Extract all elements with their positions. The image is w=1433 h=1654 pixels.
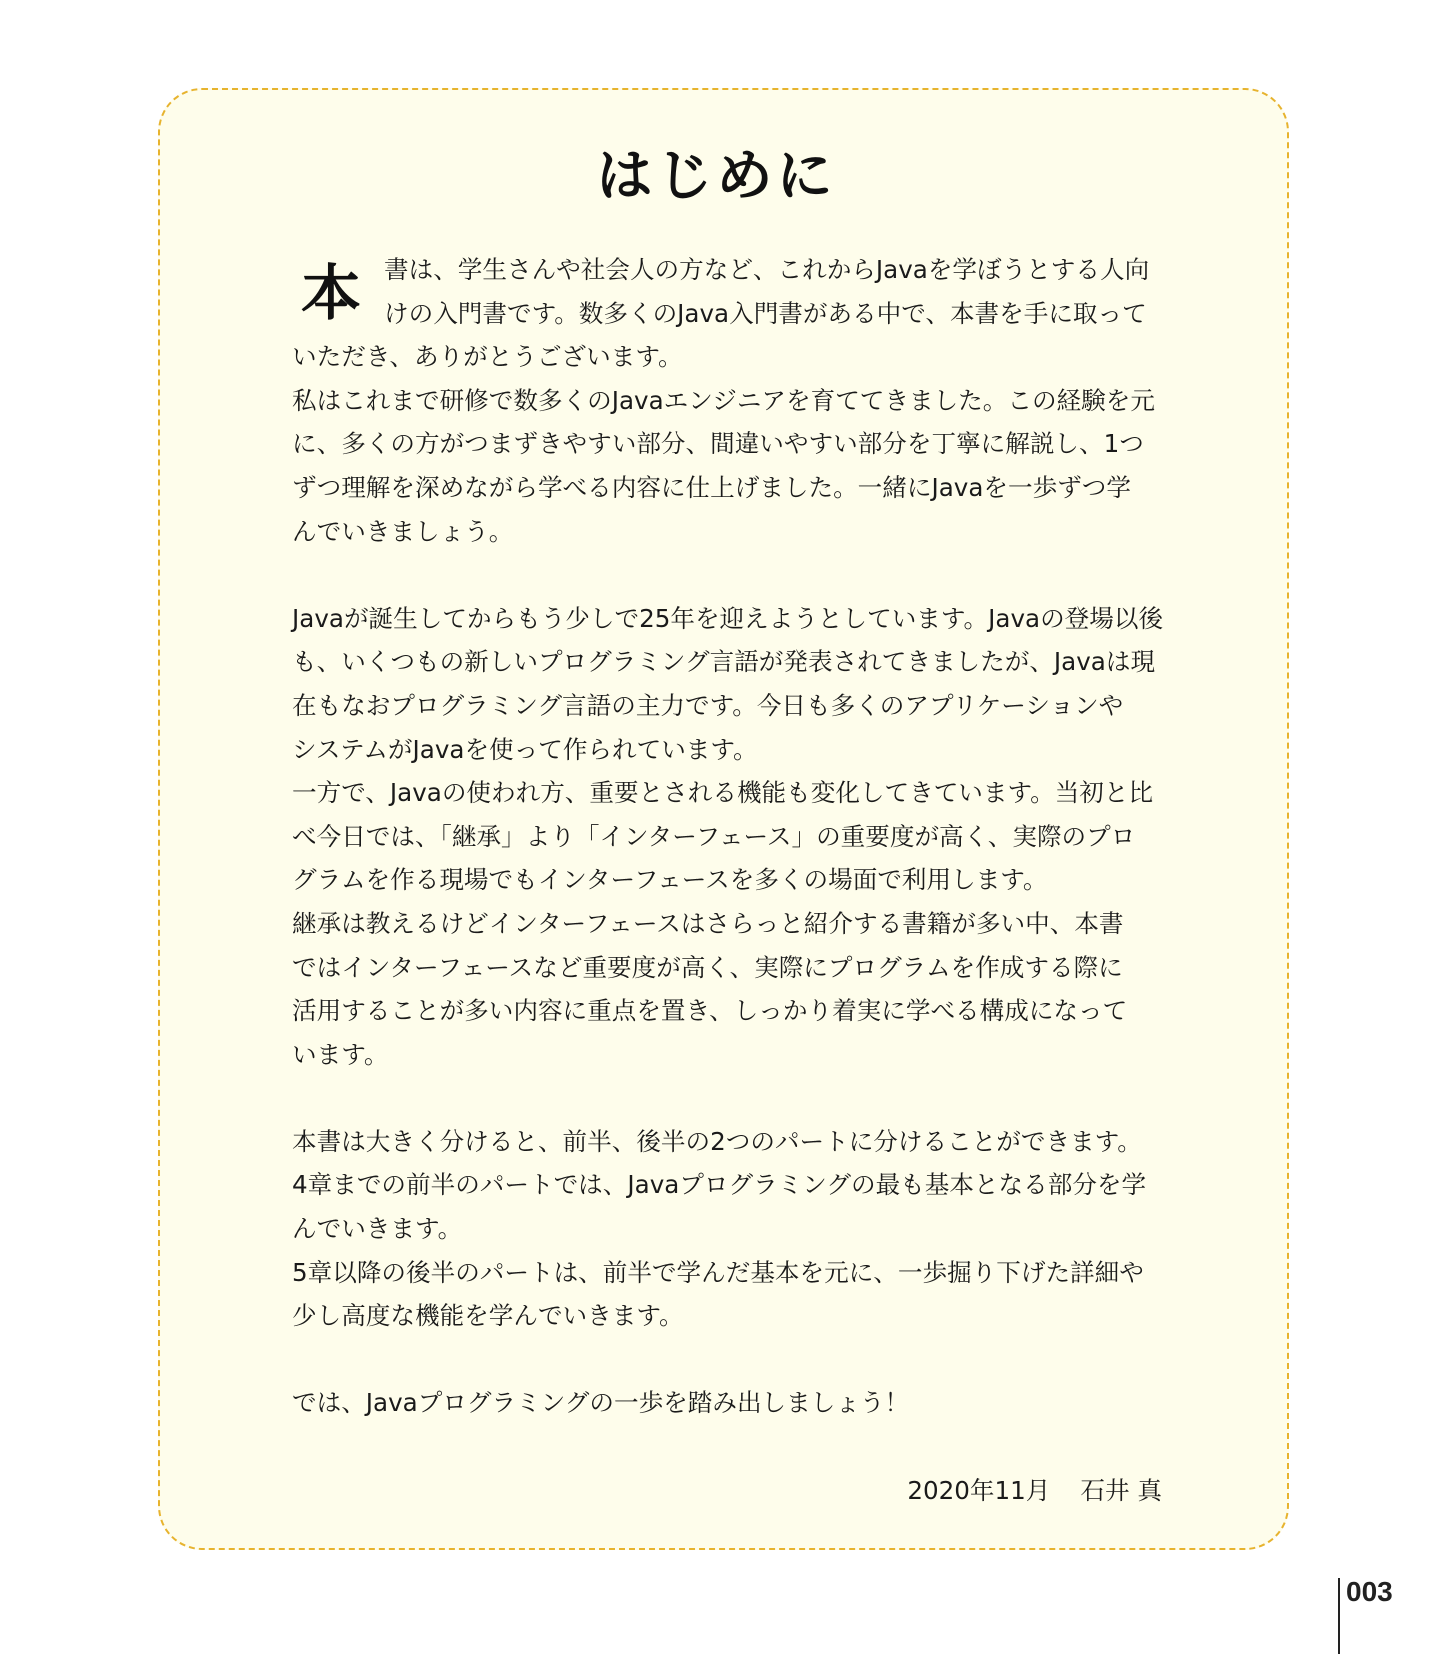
paragraph-spacer <box>292 1076 1162 1120</box>
paragraph-usage <box>292 771 1162 902</box>
text-line: 一方で、Javaの使われ方、重要とされる機能も変化してきています。当初と比 <box>292 778 1154 808</box>
paragraph-spacer <box>292 1425 1162 1469</box>
signature-author: 石井 真 <box>1080 1475 1162 1505</box>
text-line: も、いくつもの新しいプログラミング言語が発表されてきましたが、Javaは現 <box>292 647 1156 677</box>
text-line: Javaが誕生してからもう少しで25年を迎えようとしています。Javaの登場以後 <box>292 603 1164 633</box>
page-title: はじめに <box>596 144 837 209</box>
text-line: では、Javaプログラミングの一歩を踏み出しましょう！ <box>292 1388 910 1418</box>
page-number-rule <box>1338 1578 1340 1654</box>
paragraph-spacer <box>292 1338 1162 1382</box>
paragraph-spacer <box>292 553 1162 597</box>
text-line: 本書は大きく分けると、前半、後半の2つのパートに分けることができます。 <box>292 1126 1142 1156</box>
drop-cap: 本 <box>301 259 361 329</box>
text-line: システムがJavaを使って作られています。 <box>292 734 758 764</box>
paragraph-closing <box>292 1381 1162 1425</box>
text-line: んでいきましょう。 <box>292 516 514 546</box>
text-line: 活用することが多い内容に重点を置き、しっかり着実に学べる構成になって <box>292 996 1128 1026</box>
paragraph-history <box>292 597 1162 771</box>
text-line: 4章までの前半のパートでは、Javaプログラミングの最も基本となる部分を学 <box>292 1170 1147 1200</box>
text-line: 在もなおプログラミング言語の主力です。今日も多くのアプリケーションや <box>292 690 1124 720</box>
text-line: 継承は教えるけどインターフェースはさらっと紹介する書籍が多い中、本書 <box>292 908 1124 938</box>
text-line: ではインターフェースなど重要度が高く、実際にプログラムを作成する際に <box>292 952 1123 982</box>
text-line: いただき、ありがとうございます。 <box>292 342 683 372</box>
text-line: に、多くの方がつまずきやすい部分、間違いやすい部分を丁寧に解説し、1つ <box>292 429 1144 459</box>
text-line: けの入門書です。数多くのJava入門書がある中で、本書を手に取って <box>384 298 1147 328</box>
text-line: んでいきます。 <box>292 1214 463 1244</box>
text-line: 私はこれまで研修で数多くのJavaエンジニアを育ててきました。この経験を元 <box>292 385 1155 415</box>
text-line: べ今日では、「継承」より「インターフェース」の重要度が高く、実際のプロ <box>292 821 1136 851</box>
body-text <box>292 248 1162 1512</box>
paragraph-focus <box>292 902 1162 1076</box>
signature-date: 2020年11月 <box>907 1475 1051 1505</box>
paragraph-experience <box>292 379 1162 553</box>
signature <box>292 1469 1162 1513</box>
page-number: 003 <box>1346 1576 1393 1607</box>
paragraph-first-half <box>292 1163 1162 1250</box>
paragraph-structure <box>292 1120 1162 1164</box>
text-line: グラムを作る現場でもインターフェースを多くの場面で利用します。 <box>292 865 1048 895</box>
text-line: 書は、学生さんや社会人の方など、これからJavaを学ぼうとする人向 <box>384 255 1150 284</box>
text-line: います。 <box>292 1039 389 1069</box>
text-line: 5章以降の後半のパートは、前半で学んだ基本を元に、一歩掘り下げた詳細や <box>292 1257 1144 1287</box>
text-line: 少し高度な機能を学んでいきます。 <box>292 1301 684 1331</box>
paragraph-second-half <box>292 1251 1162 1338</box>
text-line: ずつ理解を深めながら学べる内容に仕上げました。一緒にJavaを一歩ずつ学 <box>292 472 1131 502</box>
paragraph-intro <box>292 248 1162 379</box>
